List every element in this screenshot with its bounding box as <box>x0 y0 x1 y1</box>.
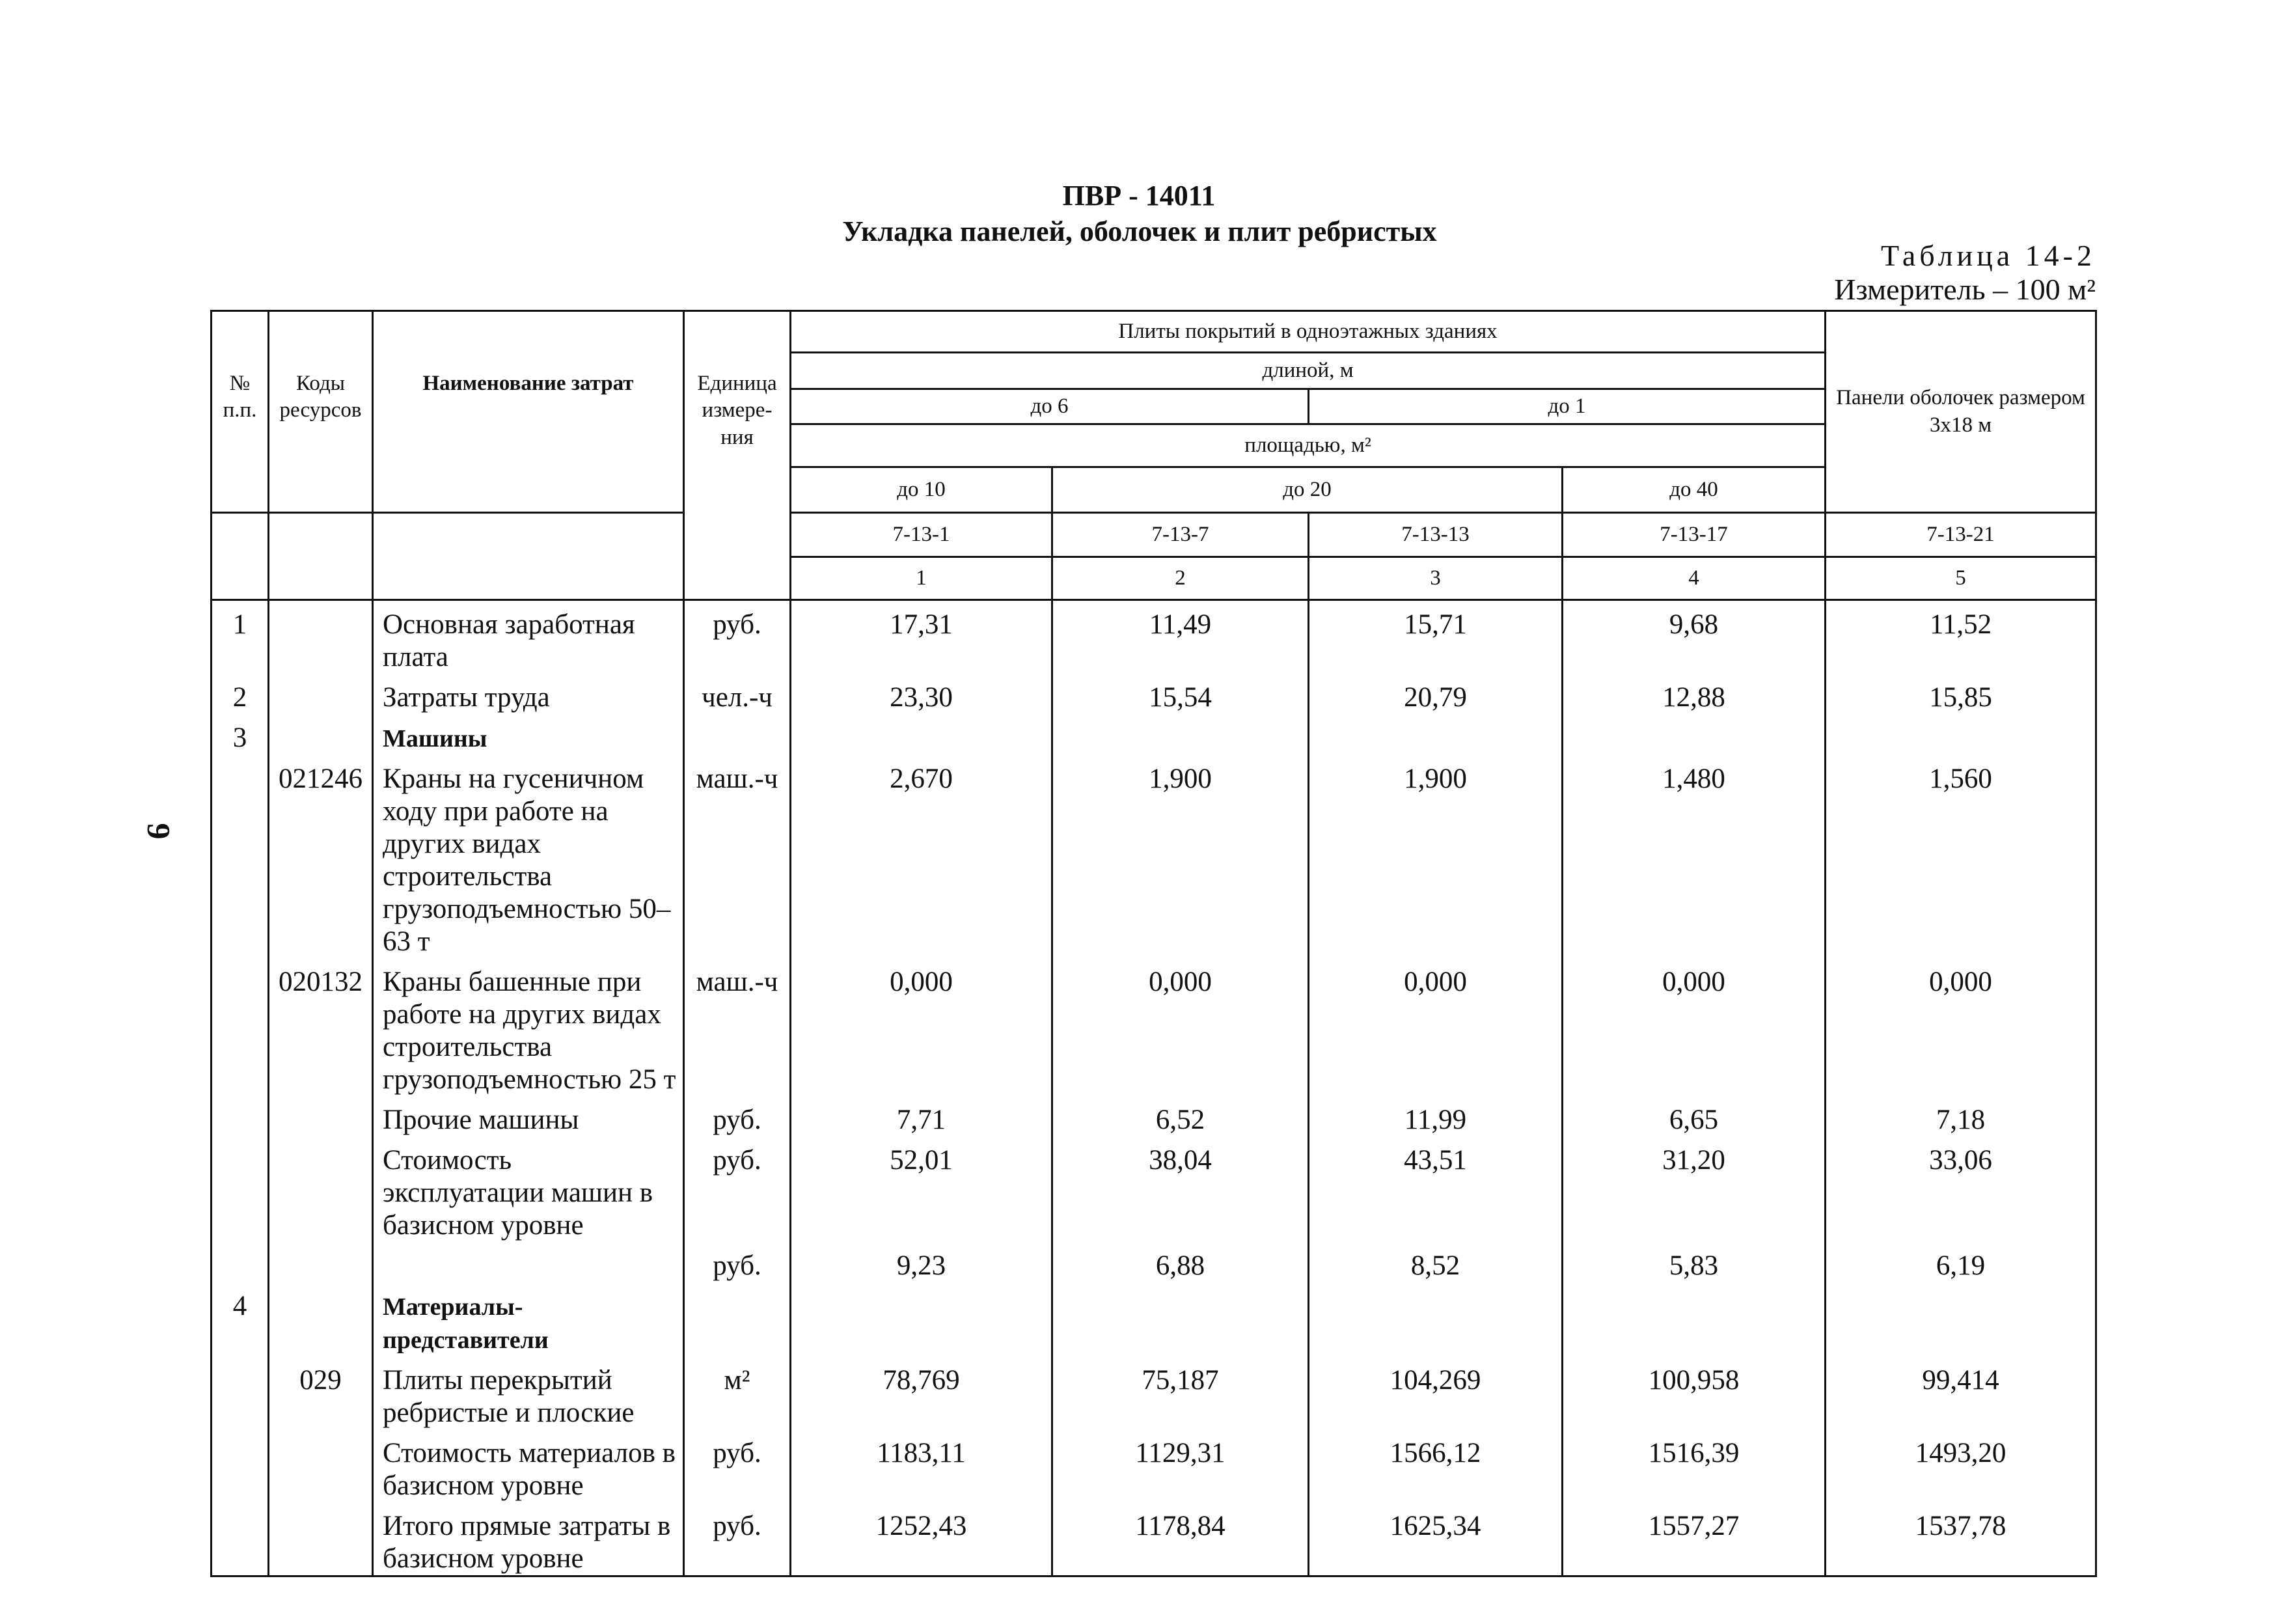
row-number: 2 <box>232 682 247 713</box>
header-area-2: до 20 <box>1052 467 1563 513</box>
resource-code: 020132 <box>279 967 363 997</box>
column-index: 4 <box>1563 557 1826 600</box>
value-cell: 0,000 <box>1149 967 1212 997</box>
header-area-1: до 10 <box>791 467 1052 513</box>
value-cell: 1493,20 <box>1915 1438 2006 1468</box>
value-cell: 7,18 <box>1936 1105 1986 1135</box>
cost-name: Машины <box>383 725 487 752</box>
value-cell: 6,52 <box>1155 1105 1205 1135</box>
value-cell: 9,23 <box>896 1250 946 1281</box>
header-length-2: до 1 <box>1309 389 1826 424</box>
value-cell: 1557,27 <box>1648 1511 1740 1541</box>
table-row <box>212 1502 2096 1576</box>
value-cell: 104,269 <box>1390 1365 1481 1396</box>
value-cell: 15,71 <box>1404 609 1467 640</box>
value-cell: 1566,12 <box>1390 1438 1481 1468</box>
value-cell: 33,06 <box>1929 1145 1992 1176</box>
value-cell: 6,88 <box>1155 1250 1205 1281</box>
value-cell: 52,01 <box>890 1145 953 1176</box>
resource-code: 021246 <box>279 764 363 794</box>
unit: руб. <box>713 1511 761 1541</box>
value-cell: 15,85 <box>1929 682 1992 713</box>
value-cell: 1129,31 <box>1135 1438 1226 1468</box>
value-cell: 17,31 <box>890 609 953 640</box>
value-cell: 12,88 <box>1662 682 1725 713</box>
value-cell: 6,65 <box>1669 1105 1719 1135</box>
row-number: 3 <box>232 723 247 753</box>
value-cell: 11,99 <box>1404 1105 1467 1135</box>
unit: маш.-ч <box>696 967 778 997</box>
header-codes: Коды ресурсов <box>269 311 373 513</box>
table-code: 7-13-21 <box>1826 513 2096 557</box>
measure-unit: Измеритель – 100 м² <box>1834 273 2096 306</box>
cost-name: Стоимость эксплуатации машин в базисном уровне <box>383 1145 653 1241</box>
column-index: 2 <box>1052 557 1309 600</box>
value-cell: 23,30 <box>890 682 953 713</box>
value-cell: 11,52 <box>1929 609 1992 640</box>
table-label: Таблица 14-2 <box>1880 239 2096 272</box>
value-cell: 0,000 <box>1404 967 1467 997</box>
value-cell: 75,187 <box>1142 1365 1219 1396</box>
cost-name: Затраты труда <box>383 682 550 713</box>
value-cell: 1,900 <box>1149 764 1212 794</box>
value-cell: 1178,84 <box>1135 1511 1226 1541</box>
header-panels: Панели оболочек размером 3х18 м <box>1826 311 2096 513</box>
column-index: 5 <box>1826 557 2096 600</box>
unit: руб. <box>713 1250 761 1281</box>
cost-name: Краны башенные при работе на других видах строительства грузоподъемностью 25 т <box>383 967 676 1095</box>
value-cell: 100,958 <box>1648 1365 1740 1396</box>
value-cell: 8,52 <box>1410 1250 1460 1281</box>
value-cell: 9,68 <box>1669 609 1719 640</box>
value-cell: 1537,78 <box>1915 1511 2006 1541</box>
resource-code: 029 <box>299 1365 342 1396</box>
table-row <box>212 674 2096 714</box>
cost-name: Итого прямые затраты в базисном уровне <box>383 1511 671 1574</box>
document-title: ПВР - 14011 <box>1062 180 1216 212</box>
table-row <box>212 1356 2096 1429</box>
header-area-3: до 40 <box>1563 467 1826 513</box>
value-cell: 1625,34 <box>1390 1511 1481 1541</box>
table-code: 7-13-1 <box>791 513 1052 557</box>
table-row <box>212 958 2096 1096</box>
cost-name: Краны на гусеничном ходу при работе на других видах строительства грузоподъемностью 50–63 т <box>383 764 671 957</box>
header-area: площадью, м² <box>791 424 1826 467</box>
header-unit: Единица измере- ния <box>684 311 791 600</box>
value-cell: 15,54 <box>1149 682 1212 713</box>
value-cell: 6,19 <box>1936 1250 1986 1281</box>
table-row <box>212 755 2096 958</box>
value-cell: 7,71 <box>896 1105 946 1135</box>
value-cell: 2,670 <box>890 764 953 794</box>
value-cell: 0,000 <box>1662 967 1725 997</box>
cost-name: Плиты перекрытий ребристые и плоские <box>383 1365 635 1428</box>
unit: руб. <box>713 1105 761 1135</box>
table-body <box>212 600 2096 1576</box>
value-cell: 38,04 <box>1149 1145 1212 1176</box>
table-code: 7-13-17 <box>1563 513 1826 557</box>
table-row <box>212 1242 2096 1282</box>
table-header <box>212 311 2096 600</box>
table-row <box>212 1096 2096 1136</box>
unit: м² <box>724 1365 750 1396</box>
header-group: Плиты покрытий в одноэтажных зданиях <box>791 311 1826 353</box>
cost-table <box>210 310 2097 1577</box>
value-cell: 1,560 <box>1929 764 1992 794</box>
table-row <box>212 600 2096 674</box>
unit: руб. <box>713 1145 761 1176</box>
value-cell: 20,79 <box>1404 682 1467 713</box>
header-num: № п.п. <box>212 311 269 513</box>
value-cell: 0,000 <box>890 967 953 997</box>
value-cell: 1252,43 <box>875 1511 967 1541</box>
unit: руб. <box>713 609 761 640</box>
value-cell: 1,480 <box>1662 764 1725 794</box>
column-index: 1 <box>791 557 1052 600</box>
row-number: 4 <box>232 1291 247 1321</box>
table-row <box>212 1429 2096 1502</box>
header-index-row <box>212 557 2096 600</box>
header-codes-row <box>212 513 2096 557</box>
cost-name: Стоимость материалов в базисном уровне <box>383 1438 676 1501</box>
cost-name: Прочие машины <box>383 1105 579 1135</box>
table-row <box>212 1136 2096 1242</box>
cost-name: Материалы-представители <box>383 1293 549 1354</box>
unit: маш.-ч <box>696 764 778 794</box>
header-name: Наименование затрат <box>373 311 684 513</box>
table-row <box>212 714 2096 755</box>
value-cell: 11,49 <box>1149 609 1212 640</box>
page-number: 9 <box>141 823 178 840</box>
unit: руб. <box>713 1438 761 1468</box>
cost-name: Основная заработная плата <box>383 609 635 672</box>
header-length: длиной, м <box>791 353 1826 389</box>
value-cell: 78,769 <box>883 1365 960 1396</box>
document-subtitle: Укладка панелей, оболочек и плит ребристых <box>842 215 1437 247</box>
value-cell: 31,20 <box>1662 1145 1725 1176</box>
table-code: 7-13-13 <box>1309 513 1563 557</box>
value-cell: 0,000 <box>1929 967 1992 997</box>
row-number: 1 <box>232 609 247 640</box>
table-row <box>212 1282 2096 1356</box>
column-index: 3 <box>1309 557 1563 600</box>
header-length-1: до 6 <box>791 389 1309 424</box>
value-cell: 1,900 <box>1404 764 1467 794</box>
table-code: 7-13-7 <box>1052 513 1309 557</box>
unit: чел.-ч <box>702 682 773 713</box>
value-cell: 5,83 <box>1669 1250 1719 1281</box>
value-cell: 99,414 <box>1922 1365 1999 1396</box>
value-cell: 1183,11 <box>877 1438 966 1468</box>
value-cell: 43,51 <box>1404 1145 1467 1176</box>
value-cell: 1516,39 <box>1648 1438 1740 1468</box>
